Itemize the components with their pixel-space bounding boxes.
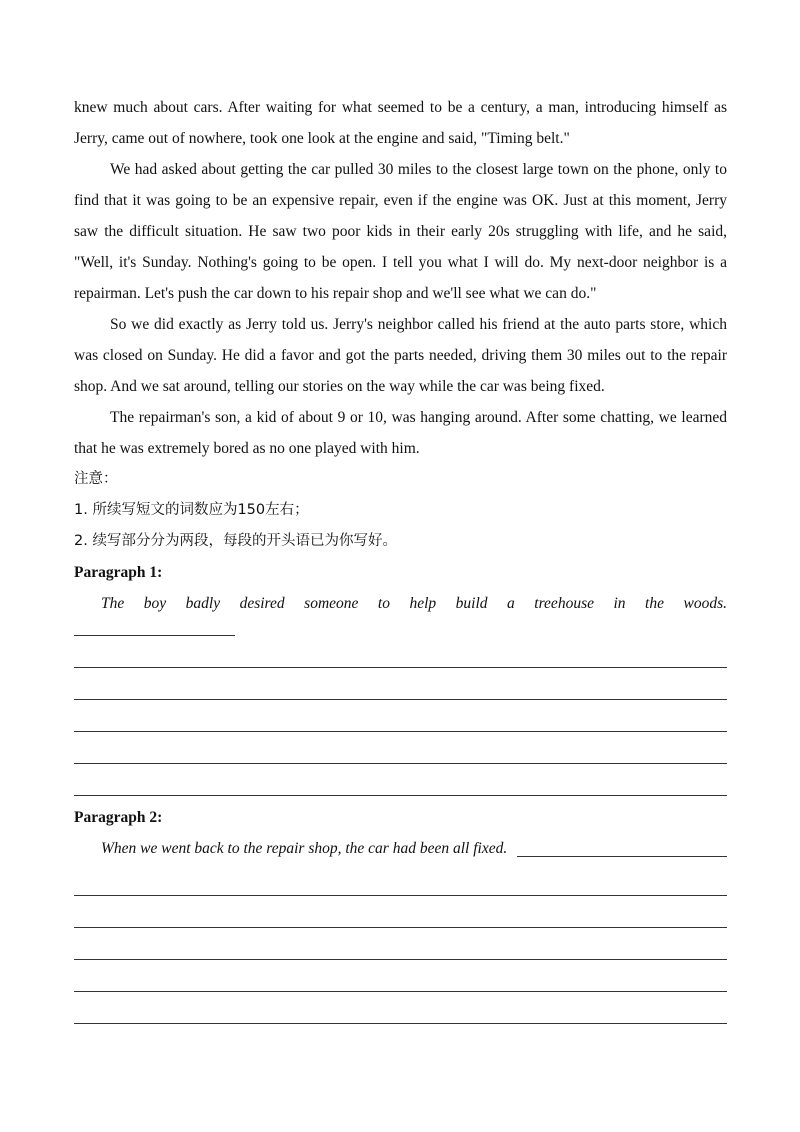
paragraph-1-answer-line-start[interactable] <box>74 619 235 636</box>
paragraph-1-answer-line[interactable] <box>74 700 727 732</box>
paragraph-2-answer-line[interactable] <box>74 864 727 896</box>
story-paragraph-4: The repairman's son, a kid of about 9 or 10, was hanging around. After some chatting, we learned that he was extremely bored as no one played with him. <box>74 409 727 457</box>
paragraph-2-answer-line[interactable] <box>74 960 727 992</box>
paragraph-2-answer-line[interactable] <box>74 992 727 1024</box>
paragraph-1-answer-line[interactable] <box>74 732 727 764</box>
paragraph-2-starter: When we went back to the repair shop, the car had been all fixed. <box>101 840 508 857</box>
paragraph-2-heading: Paragraph 2: <box>74 809 163 826</box>
paragraph-1-starter: The boy badly desired someone to help build a treehouse in the woods. <box>101 595 727 612</box>
paragraph-1-answer-line[interactable] <box>74 764 727 796</box>
paragraph-1-answer-line[interactable] <box>74 668 727 700</box>
paragraph-2-answer-line[interactable] <box>74 928 727 960</box>
story-paragraph-1: knew much about cars. After waiting for what seemed to be a century, a man, introducing himself as Jerry, came out of nowhere, took one look at the engine and said, "Timing belt." <box>74 99 727 147</box>
paragraph-2-starter-row <box>74 833 727 864</box>
notes-title: 注意： <box>74 471 118 487</box>
paragraph-2-answer-line-start[interactable] <box>517 834 727 857</box>
notes-item-1: 1. 所续写短文的词数应为150左右； <box>74 502 309 518</box>
paragraph-1-heading: Paragraph 1: <box>74 564 163 581</box>
notes-item-2: 2. 续写部分分为两段，每段的开头语已为你写好。 <box>74 533 397 549</box>
worksheet-page <box>74 92 727 1024</box>
story-paragraph-2: We had asked about getting the car pulled 30 miles to the closest large town on the phone, only to find that it was going to be an expensive repair, even if the engine was OK. Just at this moment, Jerry saw the difficult situation. He saw two poor kids in their early 20s struggling with life, and he said, "Well, it's Sunday. Nothing's going to be open. I tell you what I will do. My next-door neighbor is a repairman. Let's push the car down to his repair shop and we'll see what we can do." <box>74 161 727 302</box>
story-paragraph-3: So we did exactly as Jerry told us. Jerry's neighbor called his friend at the auto parts store, which was closed on Sunday. He did a favor and got the parts needed, driving them 30 miles out to the repair shop. And we sat around, telling our stories on the way while the car was being fixed. <box>74 316 727 395</box>
paragraph-2-answer-line[interactable] <box>74 896 727 928</box>
paragraph-1-answer-line[interactable] <box>74 636 727 668</box>
